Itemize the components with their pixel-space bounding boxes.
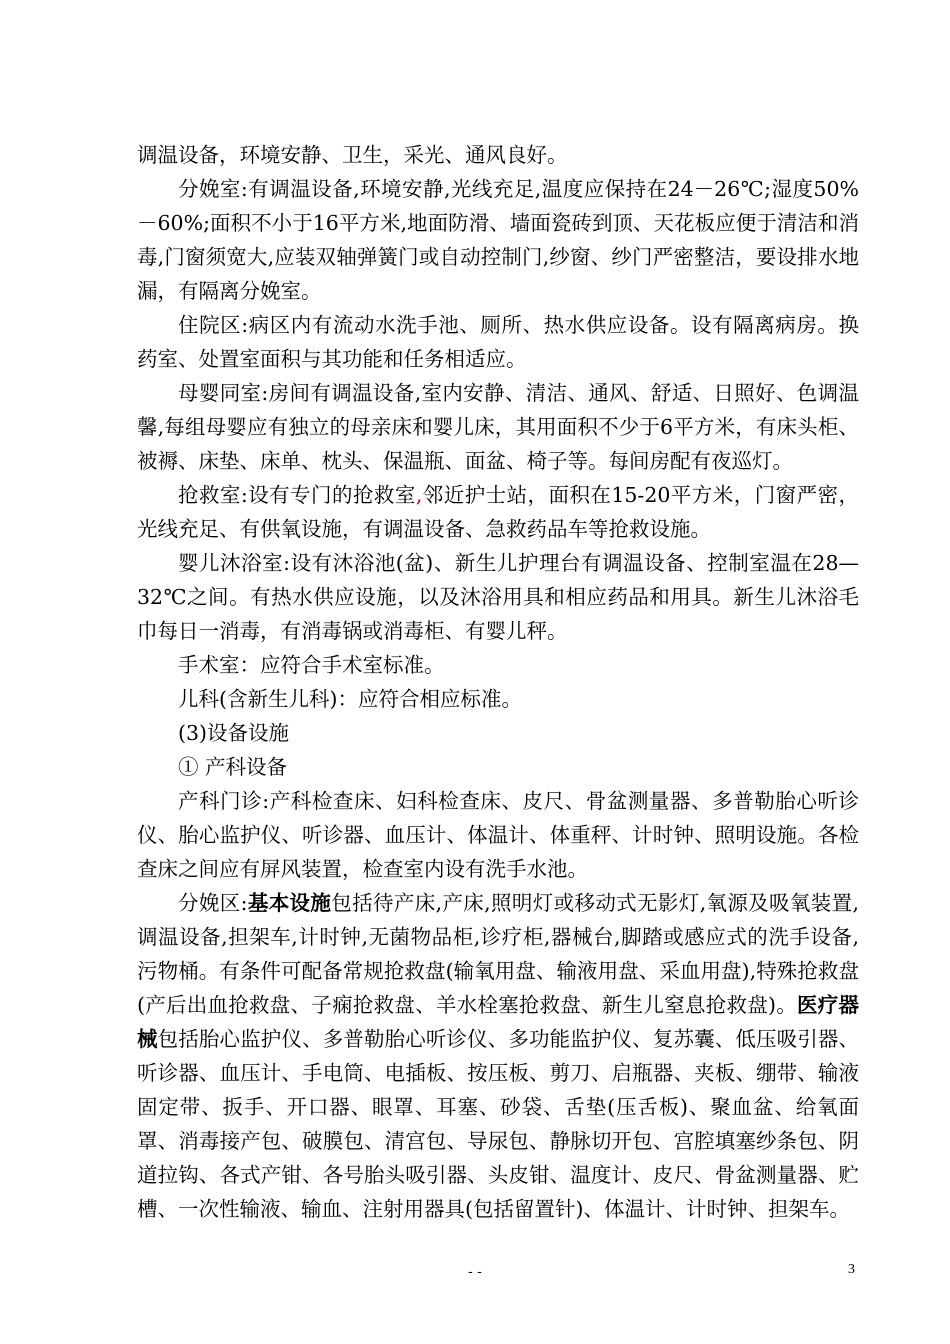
body-text bbox=[137, 138, 859, 1226]
heading-text: (3)设备设施 bbox=[178, 721, 290, 745]
paragraph-text: 母婴同室:房间有调温设备,室内安静、清洁、通风、舒适、日照好、色调温馨,每组母婴应有独立的母亲床和婴儿床，其用面积不少于6平方米，有床头柜、被褥、床垫、床单、枕头、保温瓶、面盆、椅子等。每间房配有夜巡灯。 bbox=[137, 381, 859, 473]
section-heading bbox=[137, 716, 859, 750]
paragraph-continuation bbox=[137, 138, 859, 172]
paragraph-infant-bath bbox=[137, 546, 859, 648]
paragraph-text: 调温设备，环境安静、卫生，采光、通风良好。 bbox=[137, 143, 568, 167]
paragraph-operating-room bbox=[137, 648, 859, 682]
footer-dashes: - - bbox=[468, 1264, 482, 1280]
paragraph-delivery-room bbox=[137, 172, 859, 308]
paragraph-text: 产科门诊:产科检查床、妇科检查床、皮尺、骨盆测量器、多普勒胎心听诊仪、胎心监护仪、听诊器、血压计、体温计、体重秤、计时钟、照明设施。各检查床之间应有屏风装置，检查室内设有洗手水池。 bbox=[137, 789, 859, 881]
paragraph-text: 手术室：应符合手术室标准。 bbox=[178, 653, 445, 677]
red-comma: , bbox=[415, 483, 423, 507]
paragraph-text: 分娩室:有调温设备,环境安静,光线充足,温度应保持在24－26℃;湿度50%－60%;面积不小于16平方米,地面防滑、墙面瓷砖到顶、天花板应便于清洁和消毒,门窗须宽大,应装双轴弹簧门或自动控制门,纱窗、纱门严密整洁，要设排水地漏，有隔离分娩室。 bbox=[137, 177, 859, 303]
paragraph-text: 儿科(含新生儿科)：应符合相应标准。 bbox=[178, 687, 522, 711]
paragraph-text: 邻近护士站，面积在15-20平方米，门窗严密，光线充足、有供氧设施，有调温设备、急救药品车等抢救设施。 bbox=[137, 483, 859, 541]
paragraph-text: 分娩区: bbox=[178, 891, 248, 915]
paragraph-rooming-in bbox=[137, 376, 859, 478]
paragraph-rescue-room bbox=[137, 478, 859, 546]
bold-term-basic-facilities: 基本设施 bbox=[247, 891, 332, 915]
heading-text: ① 产科设备 bbox=[178, 755, 288, 779]
paragraph-text: 包括胎心监护仪、多普勒胎心听诊仪、多功能监护仪、复苏囊、低压吸引器、听诊器、血压计、手电筒、电插板、按压板、剪刀、启瓶器、夹板、绷带、输液固定带、扳手、开口器、眼罩、耳塞、砂袋、舌垫(压舌板)、聚血盆、给氧面罩、消毒接产包、破膜包、清宫包、导尿包、静脉切开包、宫腔填塞纱条包、阴道拉钩、各式产钳、各号胎头吸引器、头皮钳、温度计、皮尺、骨盆测量器、贮槽、一次性输液、输血、注射用器具(包括留置针)、体温计、计时钟、担架车。 bbox=[137, 1027, 860, 1221]
page-number: 3 bbox=[848, 1262, 855, 1277]
subsection-heading bbox=[137, 750, 859, 784]
paragraph-text: 包括待产床,产床,照明灯或移动式无影灯,氧源及吸氧装置,调温设备,担架车,计时钟,无菌物品柜,诊疗柜,器械台,脚踏或感应式的洗手设备,污物桶。有条件可配备常规抢救盘(输氧用盘、输液用盘、采血用盘),特殊抢救盘(产后出血抢救盘、子痫抢救盘、羊水栓塞抢救盘、新生儿窒息抢救盘)。 bbox=[137, 891, 859, 1017]
paragraph-inpatient-area bbox=[137, 308, 859, 376]
paragraph-obstetric-clinic bbox=[137, 784, 859, 886]
paragraph-delivery-area bbox=[137, 886, 859, 1226]
paragraph-text: 婴儿沐浴室:设有沐浴池(盆)、新生儿护理台有调温设备、控制室温在28—32℃之间。有热水供应设施，以及沐浴用具和相应药品和用具。新生儿沐浴毛巾每日一消毒，有消毒锅或消毒柜、有婴儿秤。 bbox=[137, 551, 859, 643]
paragraph-text: 抢救室:设有专门的抢救室 bbox=[178, 483, 416, 507]
paragraph-pediatrics bbox=[137, 682, 859, 716]
bold-term-medical-devices: 医疗器械 bbox=[137, 993, 859, 1051]
paragraph-text: 住院区:病区内有流动水洗手池、厕所、热水供应设备。设有隔离病房。换药室、处置室面积与其功能和任务相适应。 bbox=[137, 313, 859, 371]
